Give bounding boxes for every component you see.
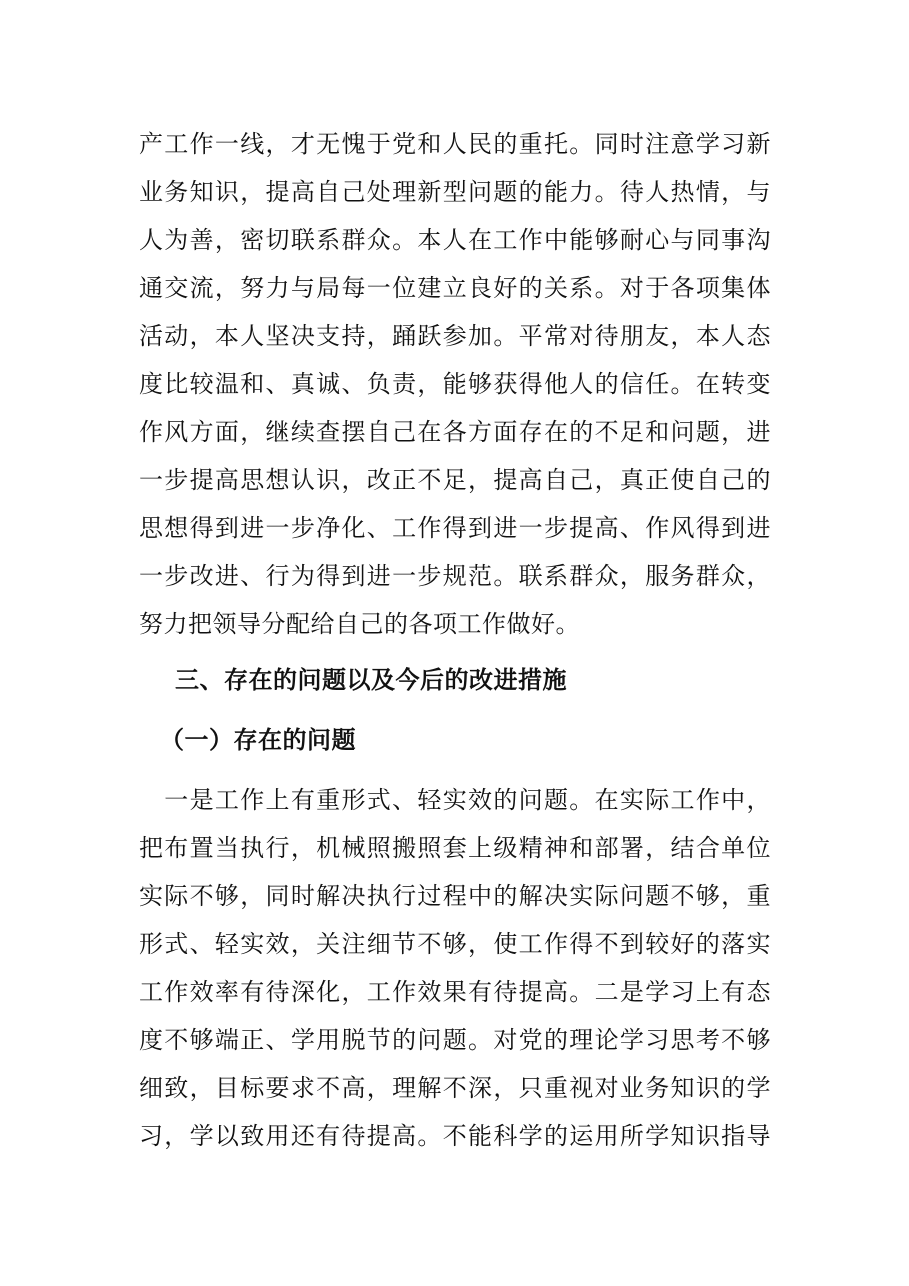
paragraph-line: 度不够端正、学用脱节的问题。对党的理论学习思考不够 <box>139 1026 771 1054</box>
paragraph-line: 作风方面，继续查摆自己在各方面存在的不足和问题，进 <box>139 418 771 446</box>
paragraph-line: 一步提高思想认识，改正不足，提高自己，真正使自己的 <box>139 466 771 494</box>
paragraph-line: 实际不够，同时解决执行过程中的解决实际问题不够，重 <box>139 882 771 910</box>
paragraph-line: 通交流，努力与局每一位建立良好的关系。对于各项集体 <box>139 274 771 302</box>
body-paragraph-work-style <box>139 120 771 648</box>
paragraph-line: 习，学以致用还有待提高。不能科学的运用所学知识指导 <box>139 1122 771 1150</box>
paragraph-line: 度比较温和、真诚、负责，能够获得他人的信任。在转变 <box>139 370 771 398</box>
section-heading: 三、存在的问题以及今后的改进措施 <box>175 666 567 694</box>
paragraph-line: 业务知识，提高自己处理新型问题的能力。待人热情，与 <box>139 178 771 206</box>
paragraph-line: 活动，本人坚决支持，踊跃参加。平常对待朋友，本人态 <box>139 322 771 350</box>
paragraph-line: 思想得到进一步净化、工作得到进一步提高、作风得到进 <box>139 514 771 542</box>
paragraph-line: 产工作一线，才无愧于党和人民的重托。同时注意学习新 <box>139 130 771 158</box>
body-paragraph-problems <box>139 776 771 1160</box>
paragraph-line: 人为善，密切联系群众。本人在工作中能够耐心与同事沟 <box>139 226 771 254</box>
paragraph-line: 一步改进、行为得到进一步规范。联系群众，服务群众， <box>139 562 771 590</box>
paragraph-line: 工作效率有待深化，工作效果有待提高。二是学习上有态 <box>139 978 771 1006</box>
paragraph-line: 一是工作上有重形式、轻实效的问题。在实际工作中， <box>139 786 771 814</box>
subsection-heading: （一）存在的问题 <box>160 726 356 754</box>
paragraph-line: 努力把领导分配给自己的各项工作做好。 <box>139 610 580 638</box>
paragraph-line: 形式、轻实效，关注细节不够，使工作得不到较好的落实 <box>139 930 771 958</box>
paragraph-line: 把布置当执行，机械照搬照套上级精神和部署，结合单位 <box>139 834 771 862</box>
paragraph-line: 细致，目标要求不高，理解不深，只重视对业务知识的学 <box>139 1074 771 1102</box>
